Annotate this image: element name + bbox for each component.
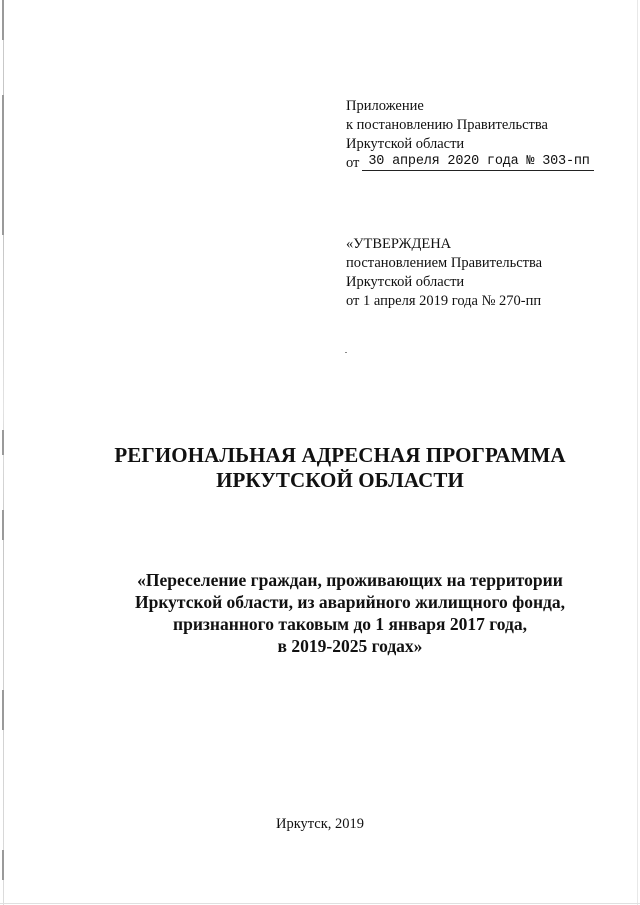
appendix-date-prefix: от (346, 155, 360, 171)
scan-edge-mark (2, 430, 4, 455)
approved-by: постановлением Правительства (346, 255, 543, 271)
approved-region: Иркутской области (346, 274, 465, 290)
scan-edge-mark (2, 850, 4, 880)
program-name-line: признанного таковым до 1 января 2017 года, (173, 614, 527, 634)
program-name (80, 569, 620, 657)
scan-edge-mark (2, 0, 4, 40)
approval-stamp-text (346, 235, 606, 311)
scan-edge-mark (2, 95, 4, 235)
appendix-header (346, 97, 606, 173)
appendix-resolution-ref: к постановлению Правительства (346, 117, 548, 133)
program-title-line: ИРКУТСКОЙ ОБЛАСТИ (216, 468, 464, 492)
scan-edge-mark (2, 510, 4, 540)
scan-right-edge (637, 0, 638, 905)
program-name-line: Иркутской области, из аварийного жилищного фонда, (134, 592, 566, 612)
program-title (60, 443, 620, 493)
program-name-line: в 2019-2025 годах» (277, 636, 423, 656)
appendix-date-line (346, 154, 606, 173)
footer-city-year: Иркутск, 2019 (275, 816, 365, 832)
program-name-line: «Переселение граждан, проживающих на территории (137, 570, 563, 590)
scan-bottom-edge (0, 903, 640, 904)
scan-speck (345, 352, 347, 353)
appendix-label: Приложение (346, 98, 424, 114)
approved-label: «УТВЕРЖДЕНА (346, 236, 452, 252)
appendix-region: Иркутской области (346, 136, 465, 152)
appendix-date-value: 30 апреля 2020 года № 303-пп (362, 153, 594, 171)
approved-date: от 1 апреля 2019 года № 270-пп (346, 293, 542, 309)
program-title-line: РЕГИОНАЛЬНАЯ АДРЕСНАЯ ПРОГРАММА (114, 443, 566, 467)
scan-edge-mark (2, 690, 4, 730)
